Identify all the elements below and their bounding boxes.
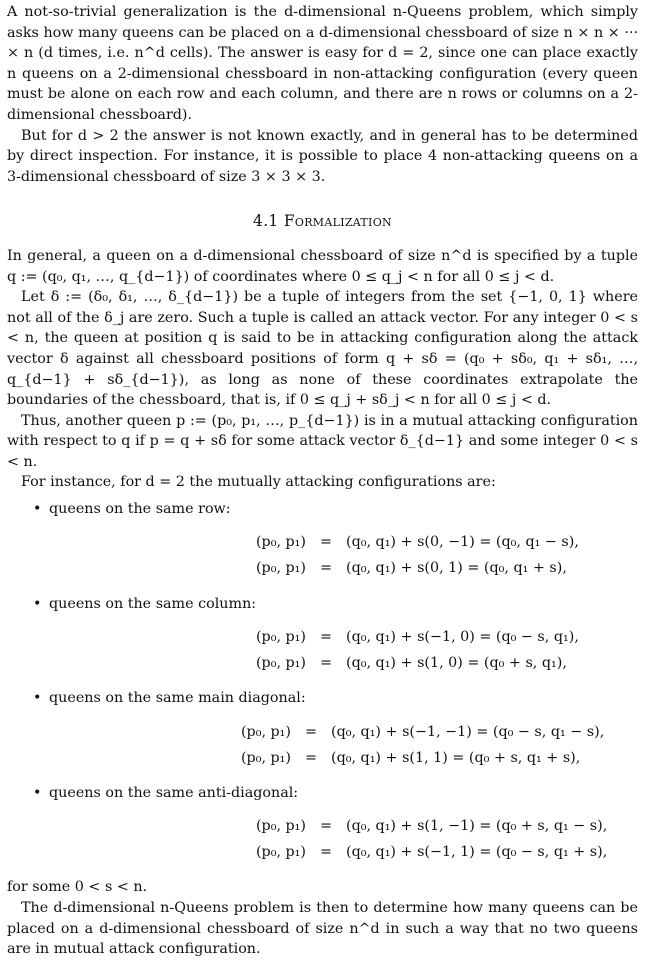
bullet-icon: •	[33, 784, 42, 801]
equation-rhs: (q₀, q₁) + s(−1, 0) = (q₀ − s, q₁),	[346, 628, 579, 645]
case-label: queens on the same anti-diagonal:	[49, 784, 299, 801]
list-item	[7, 594, 638, 677]
equation-row	[49, 745, 638, 771]
section-number: 4.1	[253, 212, 279, 231]
body-paragraph-3: Thus, another queen p := (p₀, p₁, …, p_{d−1}) is in a mutual attacking configuration with respect to q if p = q + sδ for some attack vector δ_{d−1} and some integer 0 < s < n.	[7, 412, 638, 470]
equation-relation: =	[305, 723, 317, 740]
bullet-icon: •	[33, 595, 42, 612]
intro-paragraph-2: But for d > 2 the answer is not known exactly, and in general has to be determined by direct inspection. For instance, it is possible to place 4 non-attacking queens on a 3-dimensional chessboard of size 3 × 3 × 3.	[7, 127, 638, 185]
document-page	[7, 2, 638, 960]
equation-lhs: (p₀, p₁)	[255, 844, 306, 861]
equation-rhs: (q₀, q₁) + s(−1, 1) = (q₀ − s, q₁ + s),	[346, 844, 608, 861]
list-item	[7, 783, 638, 866]
equation-lhs: (p₀, p₁)	[255, 818, 306, 835]
equation-lhs: (p₀, p₁)	[255, 654, 306, 671]
equation-rhs: (q₀, q₁) + s(0, −1) = (q₀, q₁ − s),	[346, 534, 579, 551]
body-paragraph-1: In general, a queen on a d-dimensional chessboard of size n^d is specified by a tuple q := (q₀, q₁, …, q_{d−1}) of coordinates where 0 ≤ q_j < n for all 0 ≤ j < d.	[7, 247, 638, 285]
case-label: queens on the same row:	[49, 501, 231, 518]
equation-row	[49, 839, 638, 865]
equation-row	[49, 530, 638, 556]
equation-relation: =	[320, 534, 332, 551]
equation-row	[49, 624, 638, 650]
equation-rhs: (q₀, q₁) + s(1, 0) = (q₀ + s, q₁),	[346, 654, 567, 671]
equation-relation: =	[320, 654, 332, 671]
equation-block	[49, 813, 638, 865]
equation-row	[49, 719, 638, 745]
closing-paragraph-1: for some 0 < s < n.	[7, 879, 148, 896]
equation-lhs: (p₀, p₁)	[240, 723, 291, 740]
body-paragraph-2: Let δ := (δ₀, δ₁, …, δ_{d−1}) be a tuple of integers from the set {−1, 0, 1} where not all of the δ_j are zero. Such a tuple is called an attack vector. For any integer 0 < s < n, the queen at position q is said to be in attacking configuration along the attack vector δ against all chessboard positions of form q + sδ = (q₀ + sδ₀, q₁ + sδ₁, …, q_{d−1} + sδ_{d−1}), as long as none of these coordinates extrapolate the boundaries of the chessboard, that is, if 0 ≤ q_j + sδ_j < n for all 0 ≤ j < d.	[7, 289, 638, 409]
equation-relation: =	[320, 628, 332, 645]
case-label: queens on the same main diagonal:	[49, 690, 306, 707]
equation-relation: =	[305, 749, 317, 766]
equation-rhs: (q₀, q₁) + s(−1, −1) = (q₀ − s, q₁ − s),	[331, 723, 605, 740]
equation-row	[49, 650, 638, 676]
equation-row	[49, 556, 638, 582]
case-label: queens on the same column:	[49, 595, 257, 612]
equation-rhs: (q₀, q₁) + s(0, 1) = (q₀, q₁ + s),	[346, 560, 567, 577]
equation-rhs: (q₀, q₁) + s(1, 1) = (q₀ + s, q₁ + s),	[331, 749, 581, 766]
equation-block	[49, 624, 638, 676]
equation-lhs: (p₀, p₁)	[255, 628, 306, 645]
section-title: Formalization	[283, 212, 392, 231]
bullet-icon: •	[33, 501, 42, 518]
cases-list	[7, 499, 638, 865]
list-item	[7, 688, 638, 771]
section-heading	[7, 211, 638, 232]
equation-rhs: (q₀, q₁) + s(1, −1) = (q₀ + s, q₁ − s),	[346, 818, 608, 835]
equation-lhs: (p₀, p₁)	[255, 560, 306, 577]
equation-row	[49, 813, 638, 839]
equation-block	[49, 719, 638, 771]
equation-lhs: (p₀, p₁)	[255, 534, 306, 551]
equation-relation: =	[320, 560, 332, 577]
bullet-icon: •	[33, 690, 42, 707]
equation-block	[49, 530, 638, 582]
equation-relation: =	[320, 818, 332, 835]
intro-paragraph-1: A not-so-trivial generalization is the d-dimensional n-Queens problem, which simply asks how many queens can be placed on a d-dimensional chessboard of size n × n × ··· × n (d times, i.e. n^d cells). The answer is easy for d = 2, since one can place exactly n queens on a 2-dimensional chessboard in non-attacking configuration (every queen must be alone on each row and each column, and there are n rows or columns on a 2-dimensional chessboard).	[7, 4, 638, 123]
equation-lhs: (p₀, p₁)	[240, 749, 291, 766]
closing-paragraph-2: The d-dimensional n-Queens problem is then to determine how many queens can be placed on a d-dimensional chessboard of size n^d in such a way that no two queens are in mutual attack configuration.	[7, 900, 638, 958]
body-paragraph-4: For instance, for d = 2 the mutually attacking configurations are:	[21, 474, 496, 491]
equation-relation: =	[320, 844, 332, 861]
list-item	[7, 499, 638, 582]
